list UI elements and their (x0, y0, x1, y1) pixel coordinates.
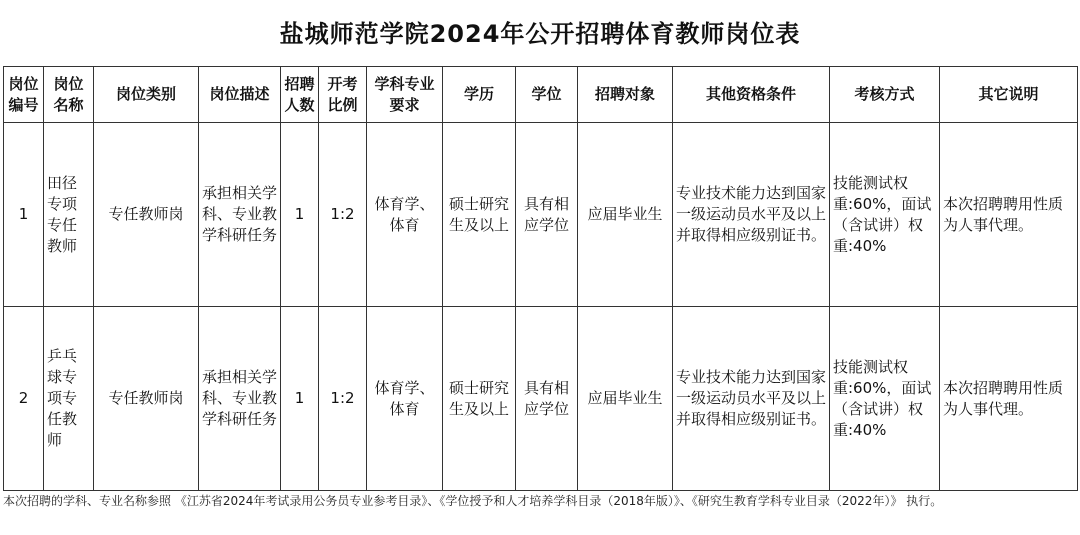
cell-major: 体育学、体育 (367, 123, 443, 307)
post-table (3, 66, 1078, 491)
header-degree: 学位 (516, 67, 578, 123)
cell-target: 应届毕业生 (578, 123, 673, 307)
cell-post-name: 田径专项专任教师 (44, 123, 94, 307)
cell-post-desc: 承担相关学科、专业教学科研任务 (199, 123, 281, 307)
header-post-desc: 岗位描述 (199, 67, 281, 123)
cell-post-no: 2 (4, 307, 44, 491)
header-remarks: 其它说明 (940, 67, 1078, 123)
cell-assessment: 技能测试权重:60%，面试（含试讲）权重:40% (830, 123, 940, 307)
cell-post-type: 专任教师岗 (94, 123, 199, 307)
cell-assessment: 技能测试权重:60%，面试（含试讲）权重:40% (830, 307, 940, 491)
header-target: 招聘对象 (578, 67, 673, 123)
footnote: 本次招聘的学科、专业名称参照 《江苏省2024年考试录用公务员专业参考目录》、《学位授予和人才培养学科目录（2018年版）》、《研究生教育学科专业目录（2022年）》 执行。 (3, 494, 943, 508)
cell-ratio: 1:2 (319, 307, 367, 491)
header-count: 招聘人数 (281, 67, 319, 123)
cell-ratio: 1:2 (319, 123, 367, 307)
header-post-name: 岗位名称 (44, 67, 94, 123)
cell-target: 应届毕业生 (578, 307, 673, 491)
header-other-qual: 其他资格条件 (673, 67, 830, 123)
cell-post-desc: 承担相关学科、专业教学科研任务 (199, 307, 281, 491)
header-education: 学历 (443, 67, 516, 123)
cell-remarks: 本次招聘聘用性质为人事代理。 (940, 307, 1078, 491)
cell-other-qual: 专业技术能力达到国家一级运动员水平及以上并取得相应级别证书。 (673, 307, 830, 491)
cell-count: 1 (281, 307, 319, 491)
cell-remarks: 本次招聘聘用性质为人事代理。 (940, 123, 1078, 307)
cell-degree: 具有相应学位 (516, 307, 578, 491)
header-post-no: 岗位编号 (4, 67, 44, 123)
cell-post-no: 1 (4, 123, 44, 307)
table-header-row (4, 67, 1078, 123)
cell-degree: 具有相应学位 (516, 123, 578, 307)
header-post-type: 岗位类别 (94, 67, 199, 123)
cell-post-type: 专任教师岗 (94, 307, 199, 491)
cell-major: 体育学、体育 (367, 307, 443, 491)
header-assessment: 考核方式 (830, 67, 940, 123)
header-ratio: 开考比例 (319, 67, 367, 123)
header-major: 学科专业要求 (367, 67, 443, 123)
cell-other-qual: 专业技术能力达到国家一级运动员水平及以上并取得相应级别证书。 (673, 123, 830, 307)
table-row (4, 307, 1078, 491)
cell-post-name: 乒乓球专项专任教师 (44, 307, 94, 491)
cell-count: 1 (281, 123, 319, 307)
document-title: 盐城师范学院2024年公开招聘体育教师岗位表 (279, 20, 801, 48)
cell-education: 硕士研究生及以上 (443, 307, 516, 491)
table-row (4, 123, 1078, 307)
cell-education: 硕士研究生及以上 (443, 123, 516, 307)
